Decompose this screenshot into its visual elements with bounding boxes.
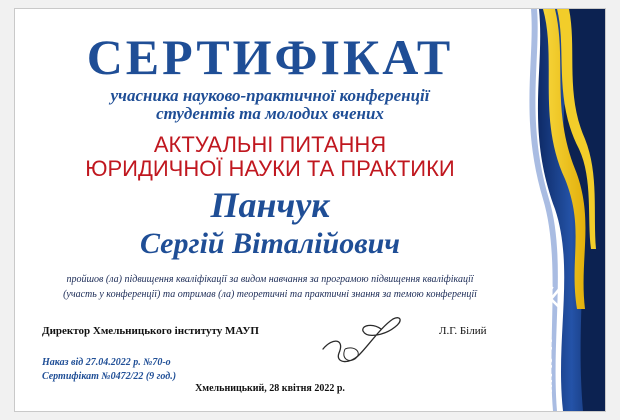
director-title: Директор Хмельницького інституту МАУП bbox=[42, 325, 259, 337]
certificate-subtitle bbox=[15, 87, 525, 123]
director-name: Л.Г. Білий bbox=[439, 325, 487, 337]
certificate-frame bbox=[14, 8, 606, 412]
handwritten-signature-icon bbox=[315, 309, 410, 369]
place-and-date: Хмельницький, 28 квітня 2022 р. bbox=[195, 383, 345, 394]
recipient-surname: Панчук bbox=[210, 185, 330, 225]
recipient-given-names: Сергій Віталійович bbox=[139, 227, 401, 260]
certificate-title: СЕРТИФІКАТ bbox=[86, 29, 454, 85]
theme-line-2: ЮРИДИЧНОЇ НАУКИ ТА ПРАКТИКИ bbox=[85, 156, 455, 181]
order-number: Наказ від 27.04.2022 р. №70-о bbox=[42, 357, 171, 368]
qualification-statement bbox=[35, 272, 505, 302]
maup-logo bbox=[533, 285, 599, 395]
certificate-number: Сертифікат №0472/22 (9 год.) bbox=[42, 371, 177, 382]
logo-name: МАУП bbox=[537, 336, 556, 393]
subtitle-line-1: учасника науково-практичної конференції bbox=[110, 86, 430, 105]
statement-line-2: (участь у конференції) та отримав (ла) теоретичні та практичні знання за темою конференції bbox=[63, 289, 477, 300]
conference-theme bbox=[15, 133, 525, 181]
certificate-body bbox=[15, 9, 525, 411]
statement-line-1: пройшов (ла) підвищення кваліфікації за видом навчання за програмою підвищення кваліфікації bbox=[66, 274, 474, 285]
order-info bbox=[42, 356, 176, 384]
subtitle-line-2: студентів та молодих вчених bbox=[156, 104, 384, 123]
maup-logo-icon bbox=[535, 285, 563, 311]
theme-line-1: АКТУАЛЬНІ ПИТАННЯ bbox=[153, 132, 387, 157]
